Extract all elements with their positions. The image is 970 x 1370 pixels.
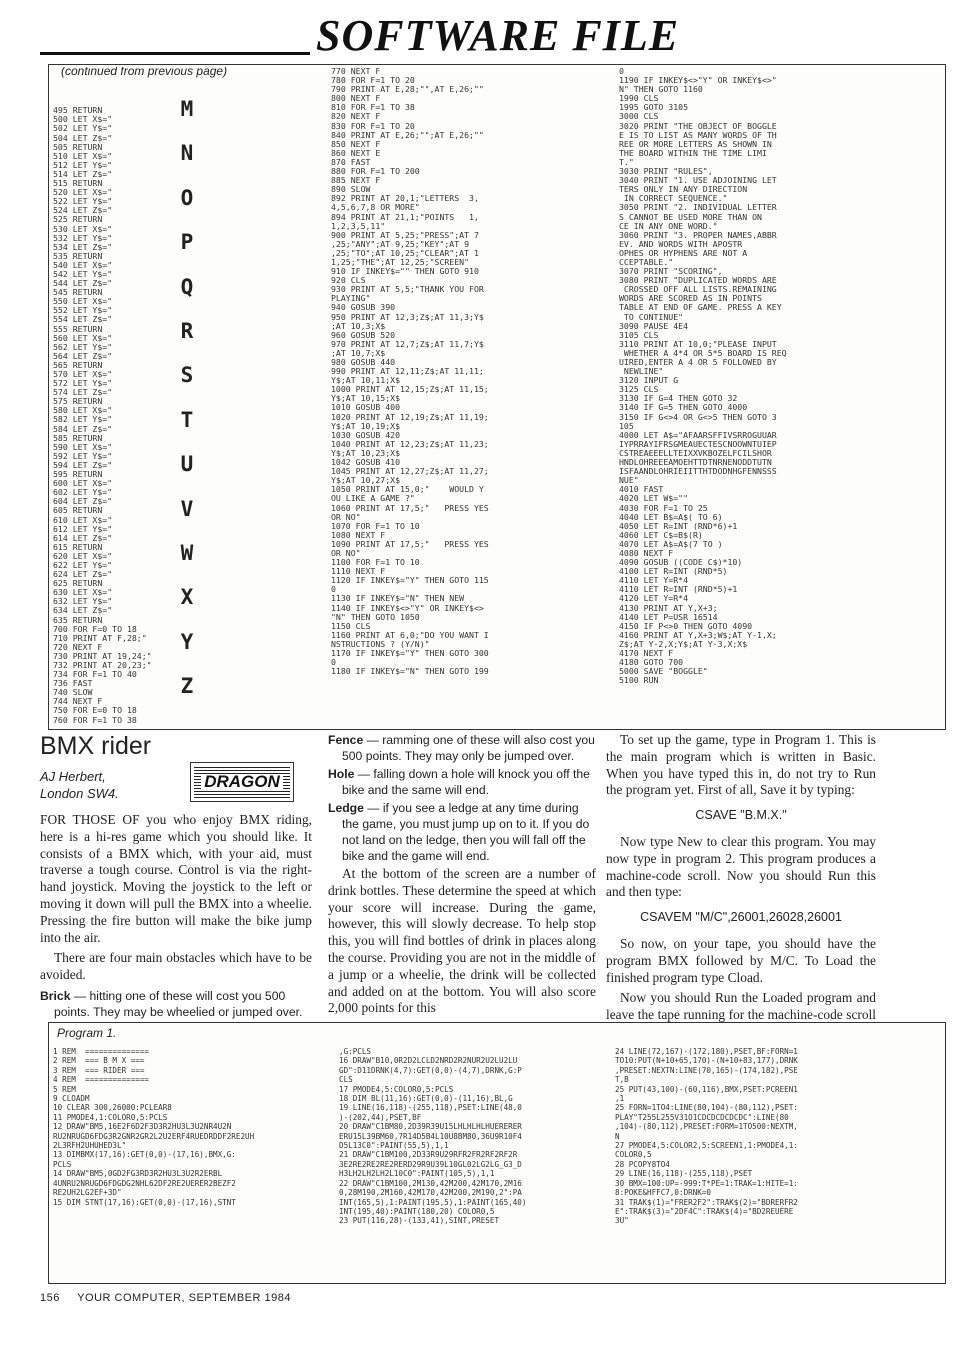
obstacle-label: Hole bbox=[328, 767, 355, 781]
intro-paragraph: FOR THOSE OF you who enjoy BMX riding, here is a hi-res game which you should like. It consists of a BMX which, with your aid, must traverse a tough course. Control is via the right-hand joystick. Moving the joystick to the left or moving it down will pull the BMX into a wheelie. Pressing the fire button will make the bike jump into the air. bbox=[40, 812, 312, 945]
listing-column-2: 770 NEXT F 780 FOR F=1 TO 20 790 PRINT AT E,28;"",AT E,26;"" 800 NEXT F 810 FOR F=1 TO 38 820 NEXT F 830 FOR F=1 TO 20 840 PRINT AT E,26;"";AT E,26;"" 850 NEXT F 860 NEXT E 870 FAST 880 FOR F=1 TO 200 885 NEXT F 890 SLOW 892 PRINT AT 20,1;"LETTERS 3, 4,5,6,7,8 OR MORE" 894 PRINT AT 21,1;"POINTS 1, 1,2,3,5,11" 900 PRINT AT 5,25;"PRESS";AT 7 ,25;"ANY";AT 9,25;"KEY";AT 9 ,25;"TO";AT 10,25;"CLEAR";AT 1 1,25;"THE";AT 12,25;"SCREEN" 910 IF INKEY$="" THEN GOTO 910 920 CLS 930 PRINT AT 5,5;"THANK YOU FOR PLAYING" 940 GOSUB 390 950 PRINT AT 12,3;Z$;AT 11,3;Y$ ;AT 10,3;X$ 960 GOSUB 520 970 PRINT AT 12,7;Z$;AT 11,7;Y$ ;AT 10,7;X$ 980 GOSUB 440 990 PRINT AT 12,11;Z$;AT 11,11; Y$;AT 10,11;X$ 1000 PRINT AT 12,15;Z$;AT 11,15; Y$;AT 10,15;X$ 1010 GOSUB 400 1020 PRINT AT 12,19;Z$;AT 11,19; Y$;AT 10,19;X$ 1030 GOSUB 420 1040 PRINT AT 12,23;Z$;AT 11,23; Y$;AT 10,23;X$ 1042 GOSUB 410 1045 PRINT AT 12,27;Z$;AT 11,27; Y$;AT 10,27;X$ 1050 PRINT AT 15,0;" WOULD Y OU LIKE A GAME ?" 1060 PRINT AT 17,5;" PRESS YES OR NO" 1070 FOR F=1 TO 10 1080 NEXT F 1090 PRINT AT 17,5;" PRESS YES OR NO" 1100 FOR F=1 TO 10 1110 NEXT F 1120 IF INKEY$="Y" THEN GOTO 115 0 1130 IF INKEY$="N" THEN NEW 1140 IF INKEY$<>"Y" OR INKEY$<> "N" THEN GOTO 1050 1150 CLS 1160 PRINT AT 6,0;"DO YOU WANT I NSTRUCTIONS ? (Y/N)" 1170 IF INKEY$="Y" THEN GOTO 300 0 1180 IF INKEY$="N" THEN GOTO 199 bbox=[331, 67, 489, 677]
obstacle-brick bbox=[40, 988, 312, 1020]
letter-glyph: Y bbox=[180, 629, 194, 654]
tape-paragraph: So now, on your tape, you should have the program BMX followed by M/C. To Load the finished program type Cload. bbox=[606, 935, 876, 985]
letter-glyph: Z bbox=[180, 674, 194, 699]
obstacle-text: — falling down a hole will knock you off the bike and the same will end. bbox=[342, 767, 590, 797]
program-1-panel bbox=[48, 1022, 946, 1284]
obstacle-fence bbox=[328, 732, 596, 764]
byline-block bbox=[40, 768, 312, 812]
dragon-logo-text: DRAGON bbox=[201, 774, 283, 791]
obstacle-label: Ledge bbox=[328, 801, 364, 815]
page-number: 156 bbox=[40, 1292, 60, 1304]
article-title: BMX rider bbox=[40, 732, 152, 760]
program2-paragraph: Now type New to clear this program. You may now type in program 2. This program produces a machine-code scroll. Now you should Run this and then type: bbox=[606, 833, 876, 900]
setup-paragraph: To set up the game, type in Program 1. This is the main program which is written in Basic. When you have typed this in, do not try to Run the program yet. First of all, Save it by typing: bbox=[606, 732, 876, 798]
letter-glyph: R bbox=[180, 318, 194, 343]
letter-glyph: O bbox=[180, 185, 194, 210]
author-location: London SW4. bbox=[40, 786, 119, 801]
obstacle-text: — ramming one of these will also cost you 500 points. They may only be jumped over. bbox=[342, 733, 595, 763]
article-column-2 bbox=[328, 732, 596, 1021]
dragon-logo bbox=[190, 762, 294, 802]
letter-glyph: V bbox=[180, 496, 194, 521]
letter-glyph: W bbox=[180, 540, 194, 565]
code-lines: 495 RETURN 500 LET X$=" 502 LET Y$=" 504 LET Z$=" 505 RETURN 510 LET X$=" 512 LET Y$=" 514 LET Z$=" 515 RETURN 520 LET X$=" 522 LET Y$=" 524 LET Z$=" 525 RETURN 530 LET X$=" 532 LET Y$=" 534 LET Z$=" 535 RETURN 540 LET X$=" 542 LET Y$=" 544 LET Z$=" 545 RETURN 550 LET X$=" 552 LET Y$=" 554 LET Z$=" 555 RETURN 560 LET X$=" 562 LET Y$=" 564 LET Z$=" 565 RETURN 570 LET X$=" 572 LET Y$=" 574 LET Z$=" 575 RETURN 580 LET X$=" 582 LET Y$=" 584 LET Z$=" 585 RETURN 590 LET X$=" 592 LET Y$=" 594 LET Z$=" 595 RETURN 600 LET X$=" 602 LET Y$=" 604 LET Z$=" 605 RETURN 610 LET X$=" 612 LET Y$=" 614 LET Z$=" 615 RETURN 620 LET X$=" 622 LET Y$=" 624 LET Z$=" 625 RETURN 630 LET X$=" 632 LET Y$=" 634 LET Z$=" 635 RETURN 700 FOR F=0 TO 18 710 PRINT AT F,28;" 720 NEXT F 730 PRINT AT 19,24;" 732 PRINT AT 20,23;" 734 FOR F=1 TO 40 736 FAST 740 SLOW 744 NEXT F 750 FOR E=0 TO 18 760 FOR F=1 TO 38 bbox=[53, 105, 152, 725]
load-paragraph: Now you should Run the Loaded program and leave the tape running for the machine-code scroll bbox=[606, 990, 876, 1023]
letter-glyph: P bbox=[180, 230, 194, 255]
letter-glyph: S bbox=[180, 363, 194, 388]
letter-glyph: Q bbox=[180, 274, 194, 299]
csavem-command: CSAVEM "M/C",26001,26028,26001 bbox=[640, 910, 842, 925]
obstacle-hole bbox=[328, 766, 596, 798]
letter-graphics bbox=[157, 87, 217, 708]
listing-column-3: 0 1190 IF INKEY$<>"Y" OR INKEY$<>" N" THEN GOTO 1160 1990 CLS 1995 GOTO 3105 3000 CLS 3020 PRINT "THE OBJECT OF BOGGLE E IS TO LIST AS MANY WORDS OF TH REE OR MORE LETTERS AS SHOWN IN THE BOARD WITHIN THE TIME LIMI T." 3030 PRINT "RULES", 3040 PRINT "1. USE ADJOINING LET TERS ONLY IN ANY DIRECTION IN CORRECT SEQUENCE." 3050 PRINT "2. INDIVIDUAL LETTER S CANNOT BE USED MORE THAN ON CE IN ANY ONE WORD." 3060 PRINT "3. PROPER NAMES,ABBR EV. AND WORDS WITH APOSTR OPHES OR HYPHENS ARE NOT A CCEPTABLE." 3070 PRINT "SCORING", 3080 PRINT "DUPLICATED WORDS ARE CROSSED OFF ALL LISTS.REMAINING WORDS ARE SCORED AS IN POINTS TABLE AT END OF GAME. PRESS A KEY TO CONTINUE" 3090 PAUSE 4E4 3105 CLS 3110 PRINT AT 10,0;"PLEASE INPUT WHETHER A 4*4 OR 5*5 BOARD IS REQ UIRED,ENTER A 4 OR 5 FOLLOWED BY NEWLINE" 3120 INPUT G 3125 CLS 3130 IF G=4 THEN GOTO 32 3140 IF G=5 THEN GOTO 4000 3150 IF G<>4 OR G<>5 THEN GOTO 3 105 4000 LET A$="AFAARSFFIVSRROGUUAR IYPRRAYIFRSGMEAUECTESCNOOWNTUIEP CSTREAEEELLTEIXXVKBOZELFCILSHOR HNDLOHREEEAMOEHTTDTNRNENODDTUTN ISFAANDLOHRIEIITTHTDODNHGFENNSSS NUE" 4010 FAST 4020 LET W$="" 4030 FOR F=1 TO 25 4040 LET B$=A$( TO 6) 4050 LET R=INT (RND*6)+1 4060 LET C$=B$(R) 4070 LET A$=A$(7 TO ) 4080 NEXT F 4090 GOSUB ((CODE C$)*10) 4100 LET R=INT (RND*5) 4110 LET Y=R*4 4110 LET R=INT (RND*5)+1 4120 LET Y=R*4 4130 PRINT AT Y,X+3; 4140 LET P=USR 16514 4150 IF P<>0 THEN GOTO 4090 4160 PRINT AT Y,X+3;W$;AT Y-1,X; Z$;AT Y-2,X;Y$;AT Y-3,X;X$ 4170 NEXT F 4180 GOTO 700 5000 SAVE "BOGGLE" 5100 RUN bbox=[619, 67, 787, 686]
program-listing-panel bbox=[48, 64, 946, 730]
program-column-2: ,G:PCLS 16 DRAW"B10,0R2D2LCLD2NRD2R2NUR2U2LU2LU GD":D11DRNK(4,7):GET(0,0)-(4,7),DRNK,G:P CLS 17 PMODE4,5:COLOR0,5:PCLS 18 DIM BL(11,16):GET(0,0)-(11,16),BL,G 19 LINE(16,118)-(255,118),PSET:LINE(48,0 )-(202,44),PSET,BF 20 DRAW"C1BM80,2D39R39U15LHLHLHLHUERERER ERU15L39BM60,7R14D5B4L10U8BM80,36U9R10F4 D5L13C0":PAINT(55,5),1,1 21 DRAW"C1BM100,2D33R9U29RFR2FR2RF2RF2R 3E2RE2RE2RE2RERD29R9U39L10GL02LG2LG_G3_D H3LH2LH2LH2L10C0":PAINT(105,5),1,1 22 DRAW"C1BM100,2M130,42M200,42M170,2M16 0,28M190,2M160,42M170,42M200,2M190,2":PA INT(165,5),1:PAINT(195,5),1:PAINT(165,40) INT(195,40):PAINT(180,20) COLOR0,5 23 PUT(116,28)-(133,41),SINT,PRESET bbox=[339, 1047, 527, 1226]
letter-glyph: M bbox=[180, 97, 194, 121]
page-footer bbox=[40, 1292, 305, 1304]
article-column-3 bbox=[606, 732, 876, 1045]
program-title: Program 1. bbox=[57, 1026, 117, 1040]
banner-rule bbox=[40, 52, 310, 55]
letter-glyph: X bbox=[180, 585, 194, 610]
drinks-paragraph: At the bottom of the screen are a number of drink bottles. These determine the speed at which your score will increase. During the game, however, this will slowly decrease. To help stop this, you will find bottles of drink in places along the course. Providing you are not in the middle of a jump or a wheelie, the drink will be collected and added on at the bottom. You will also score 2,000 points for this bbox=[328, 866, 596, 1016]
letter-glyph: N bbox=[180, 141, 194, 166]
obstacle-label: Brick bbox=[40, 988, 71, 1003]
program-column-1: 1 REM ============== 2 REM === B M X === 3 REM === RIDER === 4 REM ============== 5 REM 9 CLOADM 10 CLEAR 300,26000:PCLEAR8 11 PMODE4,1:COLOR0,5:PCLS 12 DRAW"BM5,16E2F6D2F3D3R2HU3L3U2NR4U2N RU2NRUGD6FDG3R2GNR2GR2L2U2ERF4RUEDRDDF2RE2UH 2L3RFH2UHUHED3L" 13 DIMBMX(17,16):GET(0,0)-(17,16),BMX,G: PCLS 14 DRAW"BM5,0GD2FG3RD3R2HU3L3U2R2ERBL 4UNRU2NRUGD6FDGDG2NHL62DF2RE2UERER2BEZF2 RE2UH2LG2EF+3D" 15 DIM STNT(17,16):GET(0,0)-(17,16),STNT bbox=[53, 1047, 255, 1207]
letter-glyph: U bbox=[180, 452, 194, 477]
obstacle-label: Fence bbox=[328, 733, 364, 747]
obstacle-ledge bbox=[328, 800, 596, 864]
obstacles-paragraph: There are four main obstacles which have to be avoided. bbox=[40, 950, 312, 983]
obstacle-text: — if you see a ledge at any time during the game, you must jump up on to it. If you do not land on the ledge, then you will fall off the bike and the game will end. bbox=[342, 801, 590, 863]
article-column-1 bbox=[40, 732, 312, 1022]
csave-command: CSAVE "B.M.X." bbox=[695, 808, 787, 823]
continued-note: (continued from previous page) bbox=[61, 67, 228, 78]
page-banner bbox=[40, 8, 940, 58]
obstacle-text: — hitting one of these will cost you 500 points. They may be wheelied or jumped over. bbox=[54, 988, 303, 1019]
magazine-credit: YOUR COMPUTER, SEPTEMBER 1984 bbox=[77, 1292, 291, 1304]
section-title: SOFTWARE FILE bbox=[316, 11, 680, 60]
author-name: AJ Herbert, bbox=[40, 769, 106, 784]
program-column-3: 24 LINE(72,167)-(172,180),PSET,BF:FORN=1 TO10:PUT(N+10+65,170)-(N+10+83,177),DRNK ,PRESET:NEXTN:LINE(70,165)-(174,182),PSE T,B 25 PUT(43,100)-(60,116),BMX,PSET:PCREEN1 ,1 25 FORN=1TO4:LINE(80,104)-(80,112),PSET: PLAY"T255L255V31O1CDCDCDCDCDC":LINE(80 ,104)-(80,112),PRESET:FORM=1TO500:NEXTM, N 27 PMODE4,5:COLOR2,5:SCREEN1,1:PMODE4,1: COLOR0,5 28 PCOPY8TO4 29 LINE(16,118)-(255,118),PSET 30 BMX=100:UP=-999:T*PE=1:TRAK=1:HITE=1: 8:POKE&HFFC7,0:DRNK=0 31 TRAK$(1)="FRER2F2":TRAK$(2)="BDRERFR2 E":TRAK$(3)="2DF4C":TRAK$(4)="BD2REUERE 3U" bbox=[615, 1047, 798, 1226]
letter-glyph: T bbox=[180, 407, 194, 432]
